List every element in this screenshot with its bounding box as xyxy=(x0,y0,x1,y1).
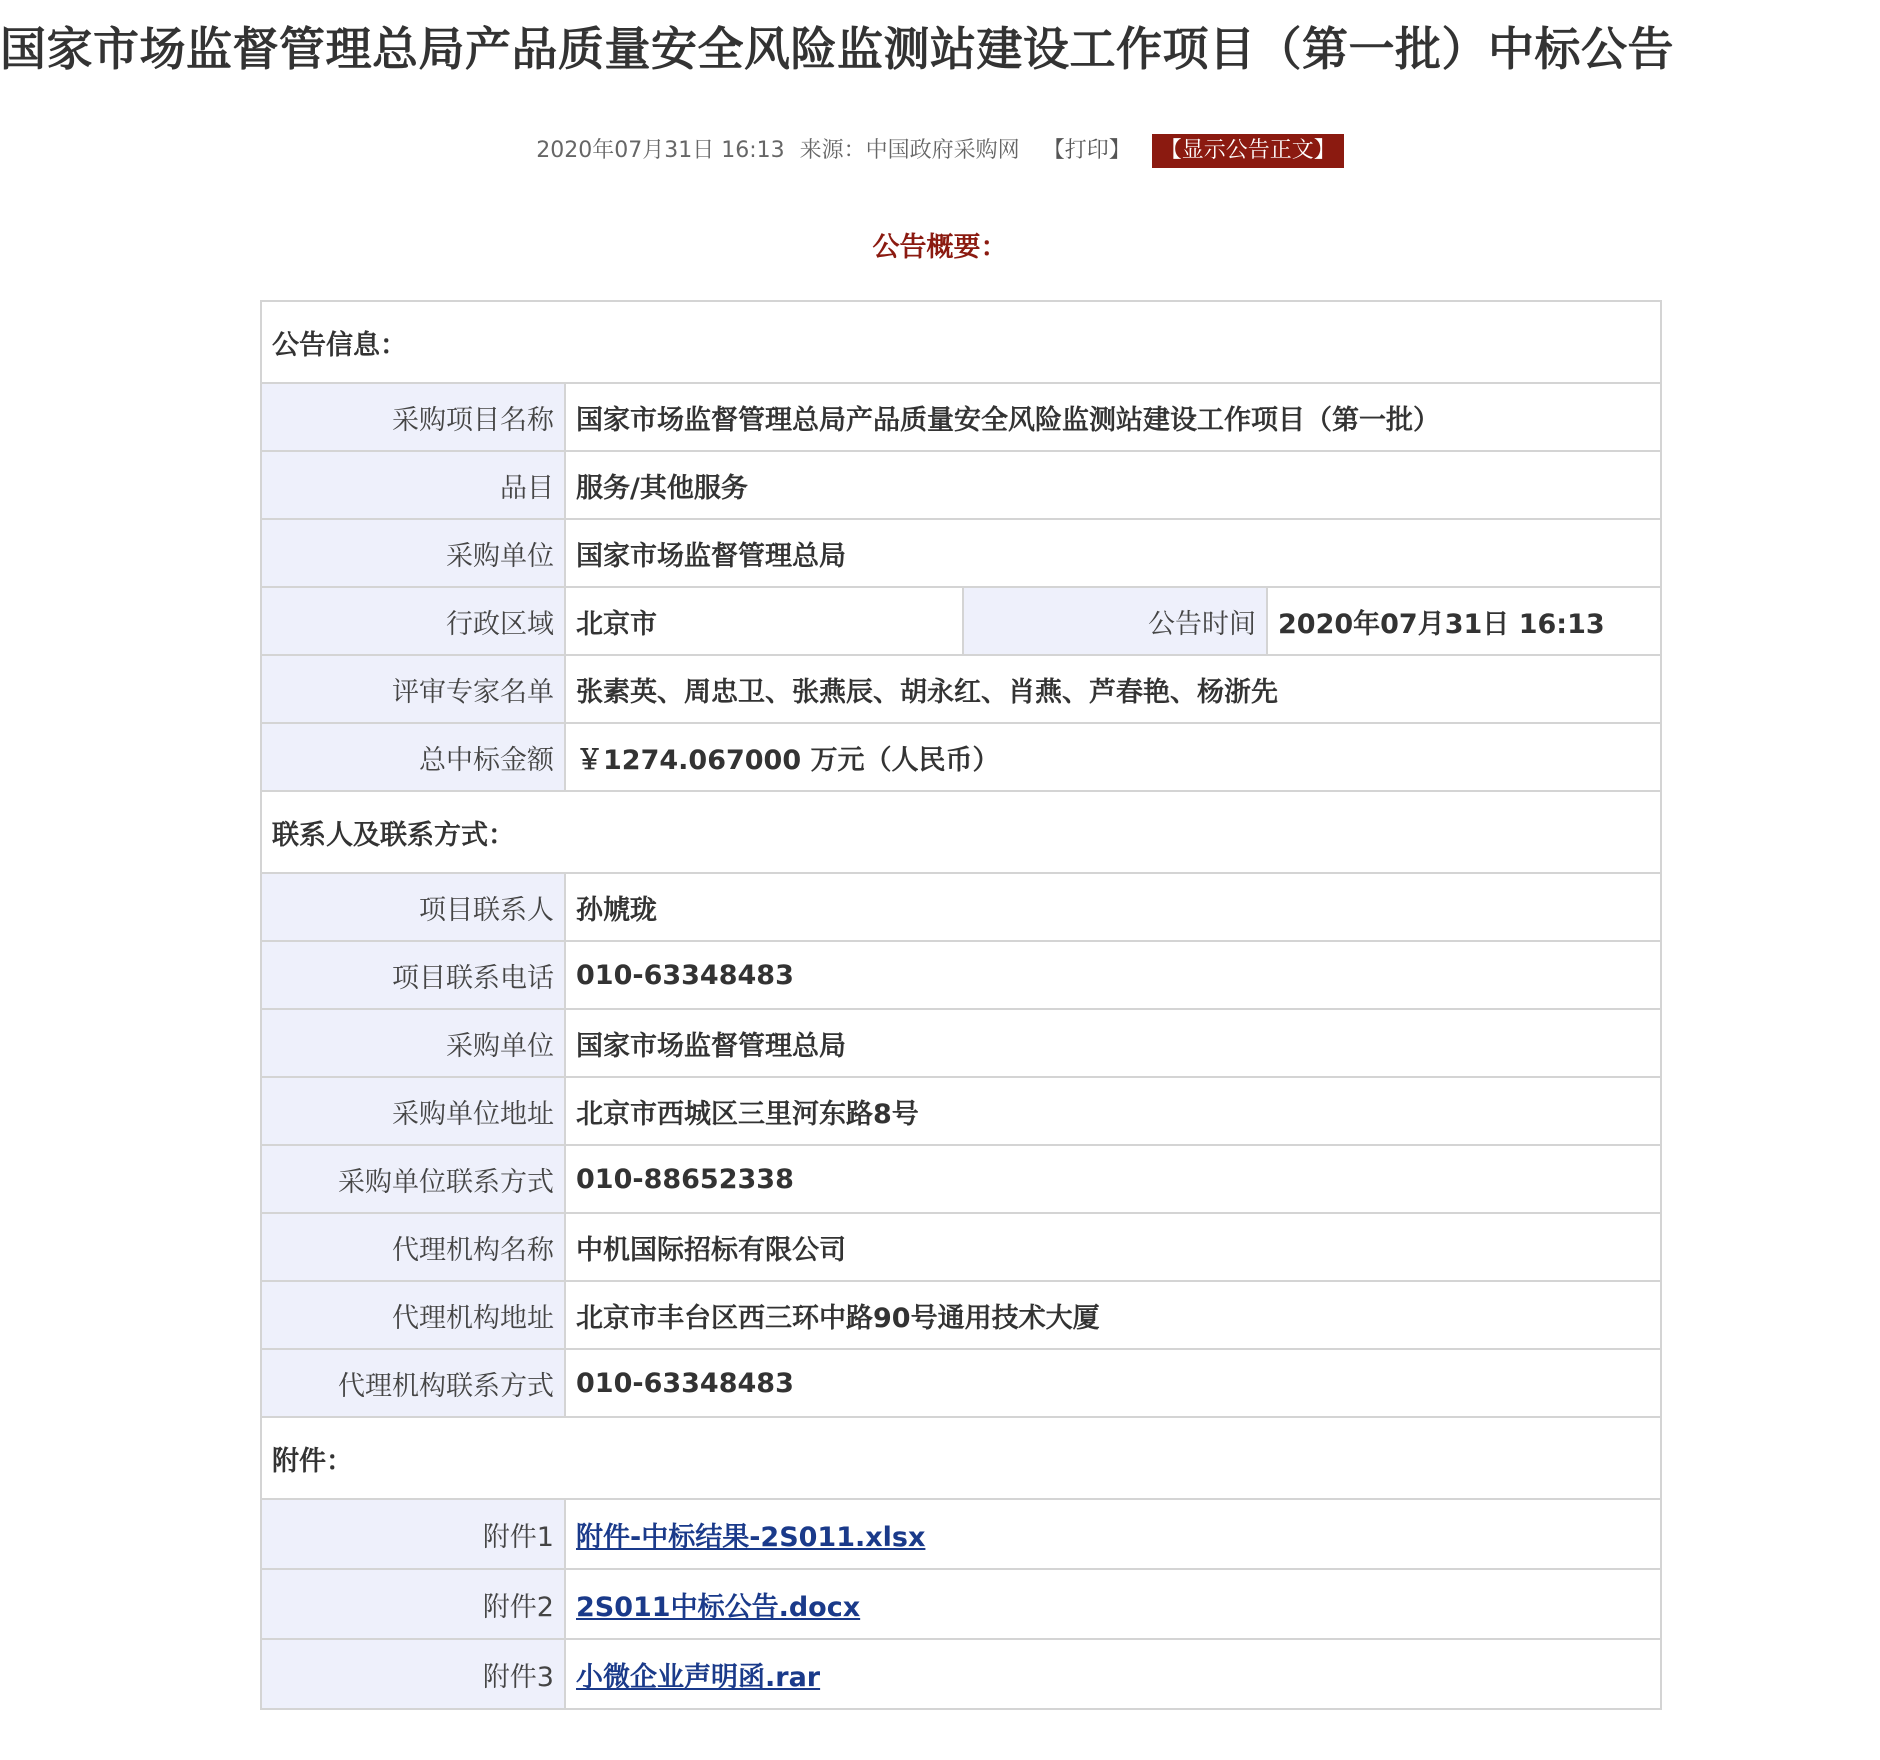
table-row xyxy=(261,451,1661,519)
table-row xyxy=(261,1213,1661,1281)
purchaser-value: 国家市场监督管理总局 xyxy=(565,519,1661,587)
print-link[interactable]: 【打印】 xyxy=(1042,138,1131,163)
table-row xyxy=(261,1639,1661,1709)
row-label: 代理机构联系方式 xyxy=(261,1349,565,1417)
table-row xyxy=(261,383,1661,451)
row-label: 采购单位联系方式 xyxy=(261,1145,565,1213)
row-label: 代理机构地址 xyxy=(261,1281,565,1349)
table-row xyxy=(261,1281,1661,1349)
section-header-info: 公告信息： xyxy=(261,301,1661,383)
table-row xyxy=(261,655,1661,723)
row-label: 采购单位 xyxy=(261,1009,565,1077)
project-phone-value: 010-63348483 xyxy=(565,941,1661,1009)
table-row xyxy=(261,1145,1661,1213)
row-label: 采购项目名称 xyxy=(261,383,565,451)
section-header-contact: 联系人及联系方式： xyxy=(261,791,1661,873)
purchaser-address-value: 北京市西城区三里河东路8号 xyxy=(565,1077,1661,1145)
row-label: 采购单位地址 xyxy=(261,1077,565,1145)
project-name-value: 国家市场监督管理总局产品质量安全风险监测站建设工作项目（第一批） xyxy=(565,383,1661,451)
row-label: 项目联系人 xyxy=(261,873,565,941)
category-value: 服务/其他服务 xyxy=(565,451,1661,519)
attachment-link-3[interactable]: 小微企业声明函.rar xyxy=(576,1661,821,1693)
source-name: 中国政府采购网 xyxy=(865,138,1020,163)
table-row xyxy=(261,723,1661,791)
summary-title: 公告概要： xyxy=(872,232,1008,263)
attachment-label: 附件1 xyxy=(261,1499,565,1569)
attachment-label: 附件3 xyxy=(261,1639,565,1709)
attachment-link-2[interactable]: 2S011中标公告.docx xyxy=(576,1591,861,1623)
row-label: 项目联系电话 xyxy=(261,941,565,1009)
table-row xyxy=(261,1499,1661,1569)
show-body-button[interactable]: 【显示公告正文】 xyxy=(1152,134,1344,168)
row-label: 代理机构名称 xyxy=(261,1213,565,1281)
row-label: 品目 xyxy=(261,451,565,519)
attachment-label: 附件2 xyxy=(261,1569,565,1639)
row-label: 公告时间 xyxy=(963,587,1267,655)
table-row xyxy=(261,873,1661,941)
table-row xyxy=(261,587,1661,655)
total-amount-value: ￥1274.067000 万元（人民币） xyxy=(565,723,1661,791)
row-label: 总中标金额 xyxy=(261,723,565,791)
row-label: 行政区域 xyxy=(261,587,565,655)
table-row xyxy=(261,1077,1661,1145)
summary-table xyxy=(260,300,1662,1710)
purchaser-phone-value: 010-88652338 xyxy=(565,1145,1661,1213)
table-row xyxy=(261,941,1661,1009)
project-contact-value: 孙虓珑 xyxy=(565,873,1661,941)
source-label: 来源： xyxy=(799,138,866,163)
section-header-attachments: 附件： xyxy=(261,1417,1661,1499)
agency-name-value: 中机国际招标有限公司 xyxy=(565,1213,1661,1281)
attachment-link-1[interactable]: 附件-中标结果-2S011.xlsx xyxy=(576,1521,926,1553)
announce-time-value: 2020年07月31日 16:13 xyxy=(1267,587,1661,655)
row-label: 采购单位 xyxy=(261,519,565,587)
table-row xyxy=(261,1009,1661,1077)
contact-purchaser-value: 国家市场监督管理总局 xyxy=(565,1009,1661,1077)
table-row xyxy=(261,1349,1661,1417)
table-row xyxy=(261,1569,1661,1639)
publish-datetime: 2020年07月31日 16:13 xyxy=(536,138,785,163)
agency-phone-value: 010-63348483 xyxy=(565,1349,1661,1417)
row-label: 评审专家名单 xyxy=(261,655,565,723)
agency-address-value: 北京市丰台区西三环中路90号通用技术大厦 xyxy=(565,1281,1661,1349)
announcement-meta xyxy=(0,134,1880,168)
region-value: 北京市 xyxy=(565,587,963,655)
page-title: 国家市场监督管理总局产品质量安全风险监测站建设工作项目（第一批）中标公告 xyxy=(0,22,1674,76)
experts-value: 张素英、周忠卫、张燕辰、胡永红、肖燕、芦春艳、杨浙先 xyxy=(565,655,1661,723)
table-row xyxy=(261,519,1661,587)
